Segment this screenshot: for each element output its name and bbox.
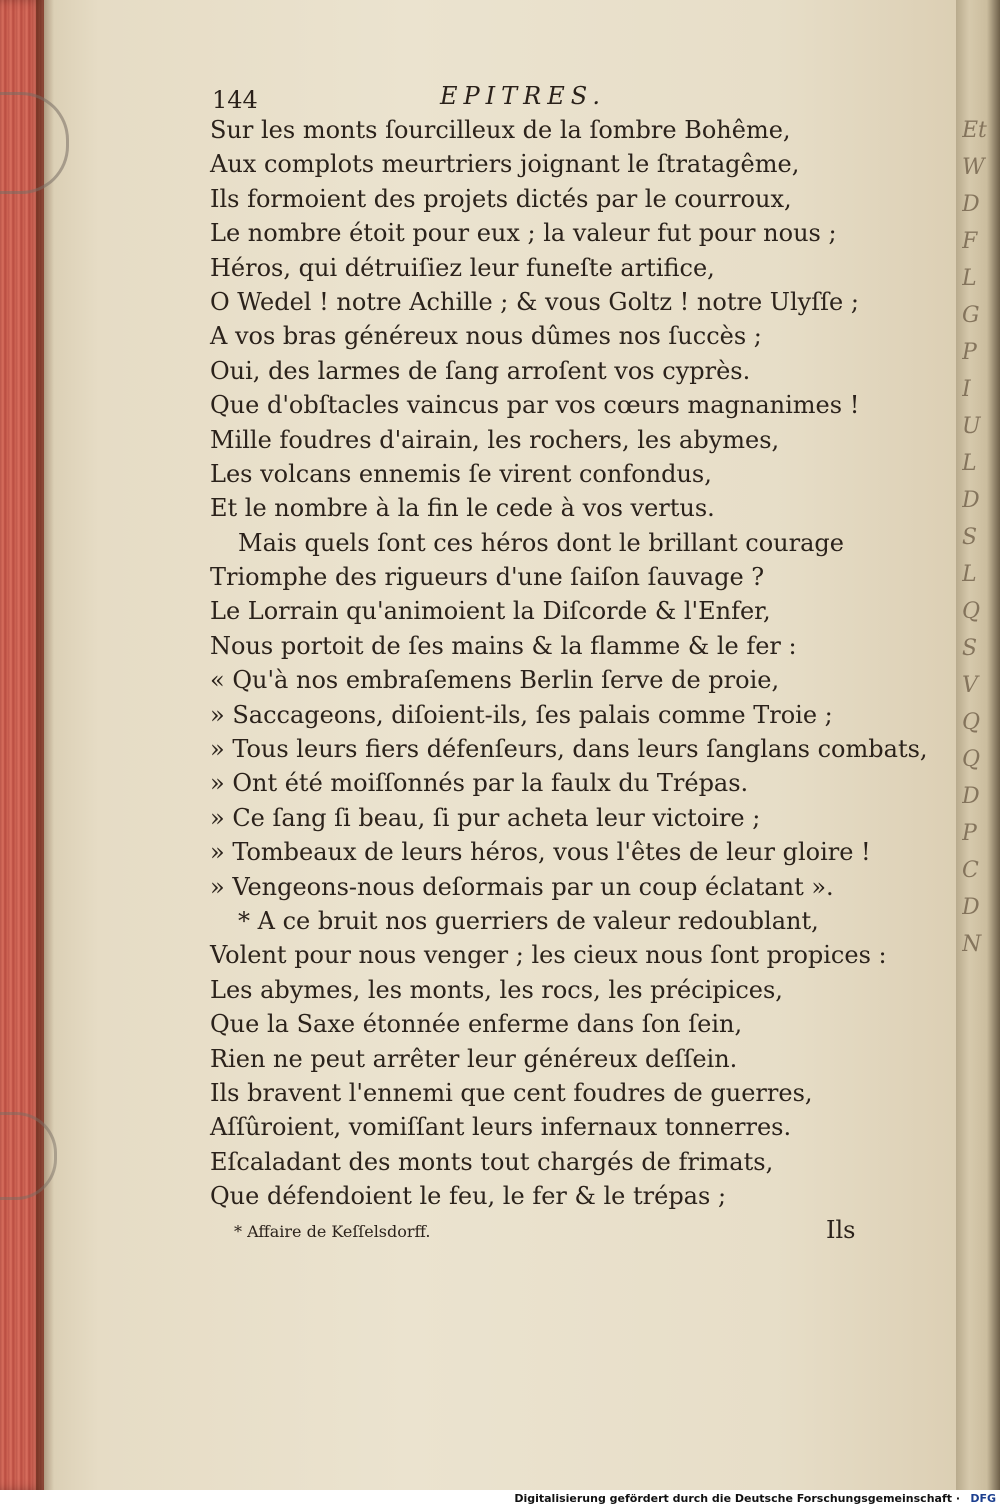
running-head: EPITRES. bbox=[440, 82, 606, 110]
spine-shadow bbox=[36, 0, 54, 1490]
verse-line: » Ce ſang ſi beau, ſi pur acheta leur victoire ; bbox=[210, 803, 761, 832]
facing-page-fragment: D bbox=[962, 192, 980, 217]
verse-line: Volent pour nous venger ; les cieux nous ſont propices : bbox=[210, 941, 887, 970]
verse-line: Aux complots meurtriers joignant le ſtratagême, bbox=[210, 150, 800, 179]
facing-page-fragment: G bbox=[962, 303, 980, 328]
verse-line: Ils bravent l'ennemi que cent foudres de guerres, bbox=[210, 1078, 813, 1107]
facing-page-fragment: Q bbox=[962, 747, 981, 772]
facing-page-fragment: D bbox=[962, 895, 980, 920]
verse-line: Sur les monts ſourcilleux de la ſombre Bohême, bbox=[210, 116, 791, 144]
facing-page-fragment: S bbox=[962, 636, 978, 661]
facing-page-fragment: I bbox=[962, 377, 971, 402]
verse-line: Rien ne peut arrêter leur généreux deſſein. bbox=[210, 1044, 738, 1073]
facing-page-fragment: S bbox=[962, 525, 978, 550]
footnote: * Affaire de Keſſelsdorff. bbox=[234, 1222, 431, 1241]
verse-line: * A ce bruit nos guerriers de valeur redoublant, bbox=[238, 906, 819, 935]
facing-page-edge bbox=[956, 0, 1000, 1490]
catchword: Ils bbox=[826, 1216, 856, 1244]
facing-page-fragment: P bbox=[962, 340, 977, 365]
verse-line: » Tombeaux de leurs héros, vous l'êtes de leur gloire ! bbox=[210, 838, 871, 867]
verse-line: A vos bras généreux nous dûmes nos ſuccès ; bbox=[210, 322, 762, 351]
facing-page-fragment: U bbox=[962, 414, 981, 439]
verse-line: Les abymes, les monts, les rocs, les précipices, bbox=[210, 975, 783, 1004]
page-number: 144 bbox=[212, 86, 258, 114]
facing-page-fragment: Q bbox=[962, 710, 981, 735]
verse-line: » Ont été moiſſonnés par la faulx du Trépas. bbox=[210, 769, 749, 798]
verse-line: Le nombre étoit pour eux ; la valeur fut pour nous ; bbox=[210, 219, 837, 248]
verse-line: Héros, qui détruiſiez leur funeſte artifice, bbox=[210, 253, 715, 282]
facing-page-fragment: D bbox=[962, 784, 980, 809]
facing-page-fragment: W bbox=[962, 155, 985, 180]
verse-line: Oui, des larmes de ſang arroſent vos cyprès. bbox=[210, 356, 751, 385]
verse-line: Eſcaladant des monts tout chargés de frimats, bbox=[210, 1147, 774, 1176]
facing-page-fragment: C bbox=[962, 858, 979, 883]
verse-line: » Saccageons, diſoient-ils, ſes palais comme Troie ; bbox=[210, 700, 833, 729]
facing-page-fragment: L bbox=[962, 266, 977, 291]
facing-page-fragment: V bbox=[962, 673, 978, 698]
verse-line: Les volcans ennemis ſe virent confondus, bbox=[210, 459, 712, 488]
verse-line: Triomphe des rigueurs d'une ſaiſon ſauvage ? bbox=[210, 563, 765, 592]
verse-line: Mais quels ſont ces héros dont le brillant courage bbox=[238, 528, 844, 557]
verse-line: Que défendoient le feu, le fer & le trépas ; bbox=[210, 1182, 727, 1211]
facing-page-fragment: D bbox=[962, 488, 980, 513]
facing-page-fragment: Q bbox=[962, 599, 981, 624]
facing-page-fragment: L bbox=[962, 562, 977, 587]
verse-line: « Qu'à nos embraſemens Berlin ſerve de proie, bbox=[210, 666, 780, 695]
verse-line: Aſſûroient, vomiſſant leurs infernaux tonnerres. bbox=[210, 1113, 792, 1142]
facing-page-fragment: N bbox=[962, 932, 982, 957]
facing-page-fragment: P bbox=[962, 821, 977, 846]
verse-line: Que la Saxe étonnée enferme dans ſon ſein, bbox=[210, 1010, 743, 1039]
facing-page-fragment: F bbox=[962, 229, 978, 254]
verse-line: Le Lorrain qu'animoient la Diſcorde & l'Enfer, bbox=[210, 597, 771, 626]
verse-line: » Vengeons-nous deſormais par un coup éclatant ». bbox=[210, 872, 834, 901]
verse-line: Et le nombre à la fin le cede à vos vertus. bbox=[210, 494, 715, 523]
verse-line: Mille foudres d'airain, les rochers, les abymes, bbox=[210, 425, 780, 454]
verse-line: O Wedel ! notre Achille ; & vous Goltz ! notre Ulyſſe ; bbox=[210, 287, 859, 316]
verse-line: Nous portoit de ſes mains & la flamme & le fer : bbox=[210, 631, 797, 660]
facing-page-fragment: Et bbox=[962, 118, 987, 143]
verse-line: » Tous leurs fiers défenſeurs, dans leurs ſanglans combats, bbox=[210, 735, 928, 764]
dfg-logo: DFG bbox=[970, 1492, 996, 1505]
verse-line: Ils formoient des projets dictés par le courroux, bbox=[210, 184, 792, 213]
poem-text bbox=[210, 113, 928, 1214]
verse-line: Que d'obſtacles vaincus par vos cœurs magnanimes ! bbox=[210, 391, 860, 420]
facing-page-fragment: L bbox=[962, 451, 977, 476]
digitization-credit: Digitalisierung gefördert durch die Deutsche Forschungsgemeinschaft · bbox=[514, 1492, 960, 1505]
